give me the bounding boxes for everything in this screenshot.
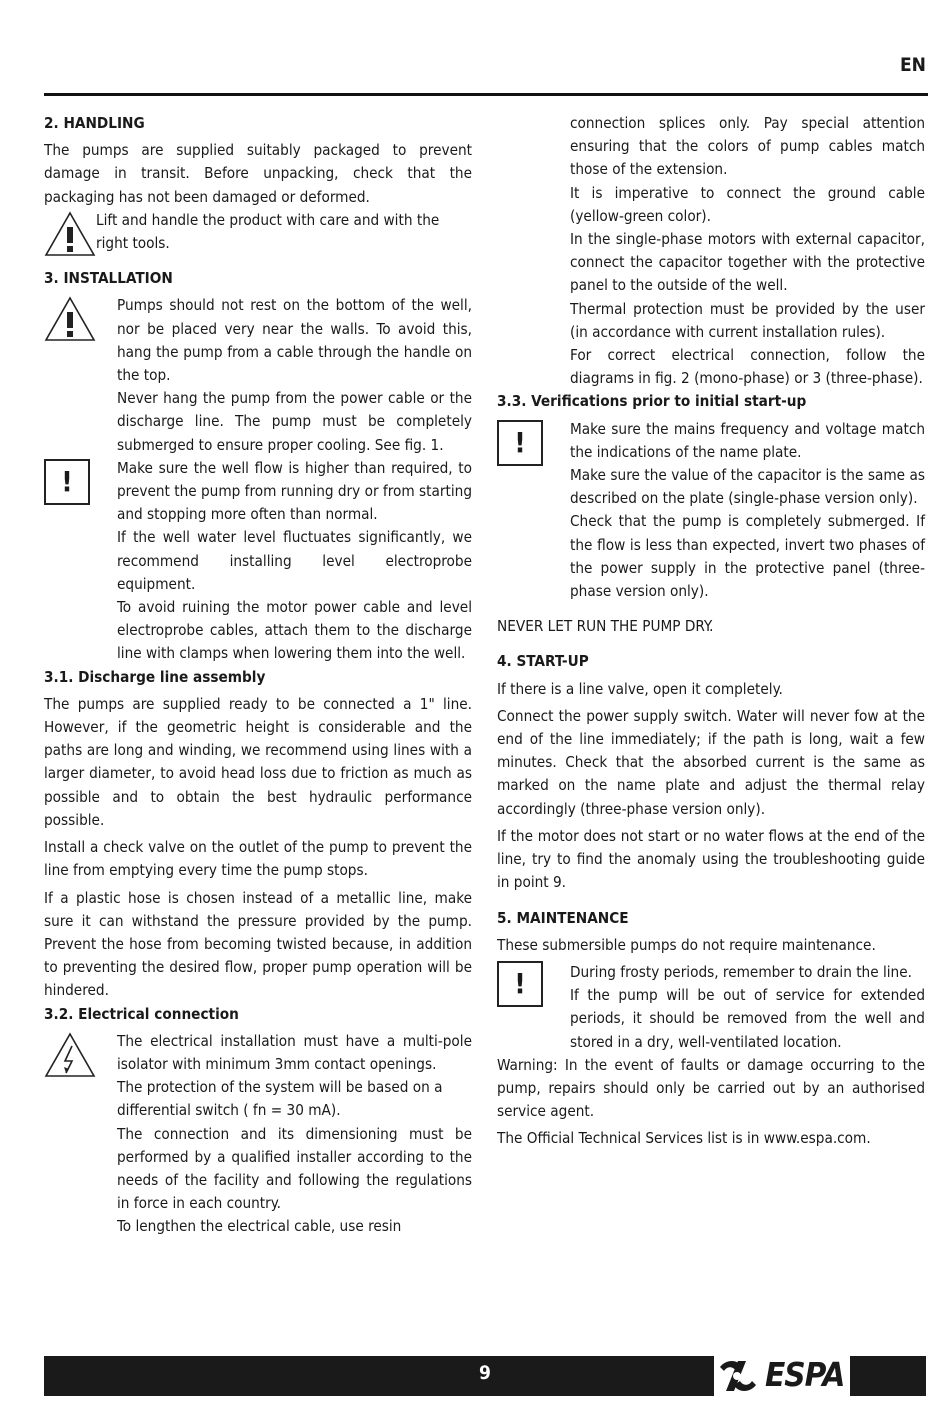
startup-p3: If the motor does not start or no water flows at the end of the line, try to find the anomaly using the troubleshooting guide in point 9. — [497, 826, 925, 892]
discharge-p2: Install a check valve on the outlet of the pump to prevent the line from emptying every time the pump stops. — [44, 838, 472, 880]
electrical-cont-p3: In the single-phase motors with external capacitor, connect the capacitor together with the protective panel to the outside of the well. — [570, 230, 925, 295]
brand-logo: ESPA — [765, 1355, 845, 1394]
maintenance-block — [497, 961, 925, 1054]
handling-paragraph: The pumps are supplied suitably packaged to prevent damage in transit. Before unpacking, check that the packaging has not been damaged or deformed. — [44, 141, 472, 206]
installation-p5: To avoid ruining the motor power cable and level electroprobe cables, attach them to the discharge line with clamps when lowering them into the well. — [117, 598, 472, 663]
handling-warning-text: Lift and handle the product with care and with the right tools. — [96, 210, 440, 253]
startup-p1: If there is a line valve, open it completely. — [497, 679, 783, 698]
verifications-p3: Check that the pump is completely submerged. If the flow is less than expected, invert two phases of the power supply in the protective panel (three-phase version only). — [570, 512, 925, 601]
startup-p2: Connect the power supply switch. Water will never fow at the end of the line immediately; if the path is long, wait a few minutes. Check that the absorbed current is the same as marked on the name plate and adjust the thermal relay accordingly (three-phase version only). — [497, 706, 925, 818]
maintenance-p3: If the pump will be out of service for extended periods, it should be removed from the well and stored in a dry, well-ventilated location. — [570, 986, 925, 1051]
exclamation-box-icon: ! — [497, 420, 543, 466]
verifications-p1: Make sure the mains frequency and voltage match the indications of the name plate. — [570, 419, 925, 461]
footer-end-bar — [850, 1356, 926, 1396]
installation-p1: Pumps should not rest on the bottom of the well, nor be placed very near the walls. To avoid this, hang the pump from a cable through the handle on the top. — [117, 296, 472, 385]
installation-notice-block — [44, 457, 472, 666]
electrical-cont-p1: connection splices only. Pay special attention ensuring that the colors of pump cables match those of the extension. — [570, 114, 925, 179]
installation-p4: If the well water level fluctuates significantly, we recommend installing level electroprobe equipment. — [117, 528, 472, 593]
warning-triangle-icon — [44, 296, 96, 342]
electrical-cont-p5: For correct electrical connection, follow the diagrams in fig. 2 (mono-phase) or 3 (three-phase). — [570, 346, 925, 388]
installation-warning-block — [44, 294, 472, 456]
warning-triangle-icon — [44, 211, 96, 257]
electric-hazard-icon — [44, 1032, 96, 1078]
verifications-title: 3.3. Verifications prior to initial start-up — [497, 392, 807, 411]
header-rule — [44, 93, 928, 96]
discharge-title: 3.1. Discharge line assembly — [44, 667, 266, 686]
espa-logo-icon — [716, 1357, 760, 1395]
verifications-p2: Make sure the value of the capacitor is the same as described on the plate (single-phase version only). — [570, 466, 925, 508]
verifications-block — [497, 418, 925, 604]
maintenance-p2: During frosty periods, remember to drain the line. — [570, 962, 912, 981]
discharge-p1: The pumps are supplied ready to be connected a 1" line. However, if the geometric height is considerable and the paths are long and winding, we recommend using lines with a larger diameter, to avoid head loss due to friction as much as possible and to obtain the best hydraulic performance possible. — [44, 694, 472, 829]
electrical-p3: The connection and its dimensioning must be performed by a qualified installer according to the needs of the facility and following the regulations in force in each country. — [117, 1124, 472, 1213]
maintenance-title: 5. MAINTENANCE — [497, 908, 629, 927]
startup-title: 4. START-UP — [497, 652, 589, 671]
left-column — [44, 112, 472, 1239]
electrical-p2: The protection of the system will be based on a differential switch ( fn = 30 mA). — [117, 1078, 443, 1120]
installation-title: 3. INSTALLATION — [44, 269, 173, 288]
installation-p2: Never hang the pump from the power cable or the discharge line. The pump must be completely submerged to ensure proper cooling. See fig. 1. — [117, 389, 472, 454]
handling-warning — [44, 209, 472, 255]
electrical-title: 3.2. Electrical connection — [44, 1004, 239, 1023]
page-number: 9 — [479, 1362, 491, 1384]
handling-title: 2. HANDLING — [44, 114, 145, 132]
right-column — [497, 112, 925, 1151]
never-run-dry: NEVER LET RUN THE PUMP DRY. — [497, 617, 714, 636]
maintenance-p1: These submersible pumps do not require maintenance. — [497, 935, 876, 954]
electrical-continued — [497, 112, 925, 390]
discharge-p3: If a plastic hose is chosen instead of a metallic line, make sure it can withstand the pressure provided by the pump. Prevent the hose from becoming twisted because, in addition to preventing the desired flow, proper pump operation will be hindered. — [44, 888, 472, 1000]
exclamation-box-icon: ! — [497, 961, 543, 1007]
electrical-p4: To lengthen the electrical cable, use resin — [117, 1217, 402, 1236]
maintenance-p5: The Official Technical Services list is in www.espa.com. — [497, 1129, 871, 1148]
maintenance-p4: Warning: In the event of faults or damage occurring to the pump, repairs should only be carried out by an authorised service agent. — [497, 1055, 925, 1121]
electrical-cont-p4: Thermal protection must be provided by the user (in accordance with current installation rules). — [570, 299, 925, 341]
exclamation-box-icon: ! — [44, 459, 90, 505]
electrical-p1: The electrical installation must have a multi-pole isolator with minimum 3mm contact openings. — [117, 1031, 472, 1073]
electrical-block — [44, 1030, 472, 1239]
installation-p3: Make sure the well flow is higher than required, to prevent the pump from running dry or from starting and stopping more often than normal. — [117, 458, 472, 524]
electrical-cont-p2: It is imperative to connect the ground cable (yellow-green color). — [570, 183, 925, 225]
language-code: EN — [900, 54, 926, 76]
